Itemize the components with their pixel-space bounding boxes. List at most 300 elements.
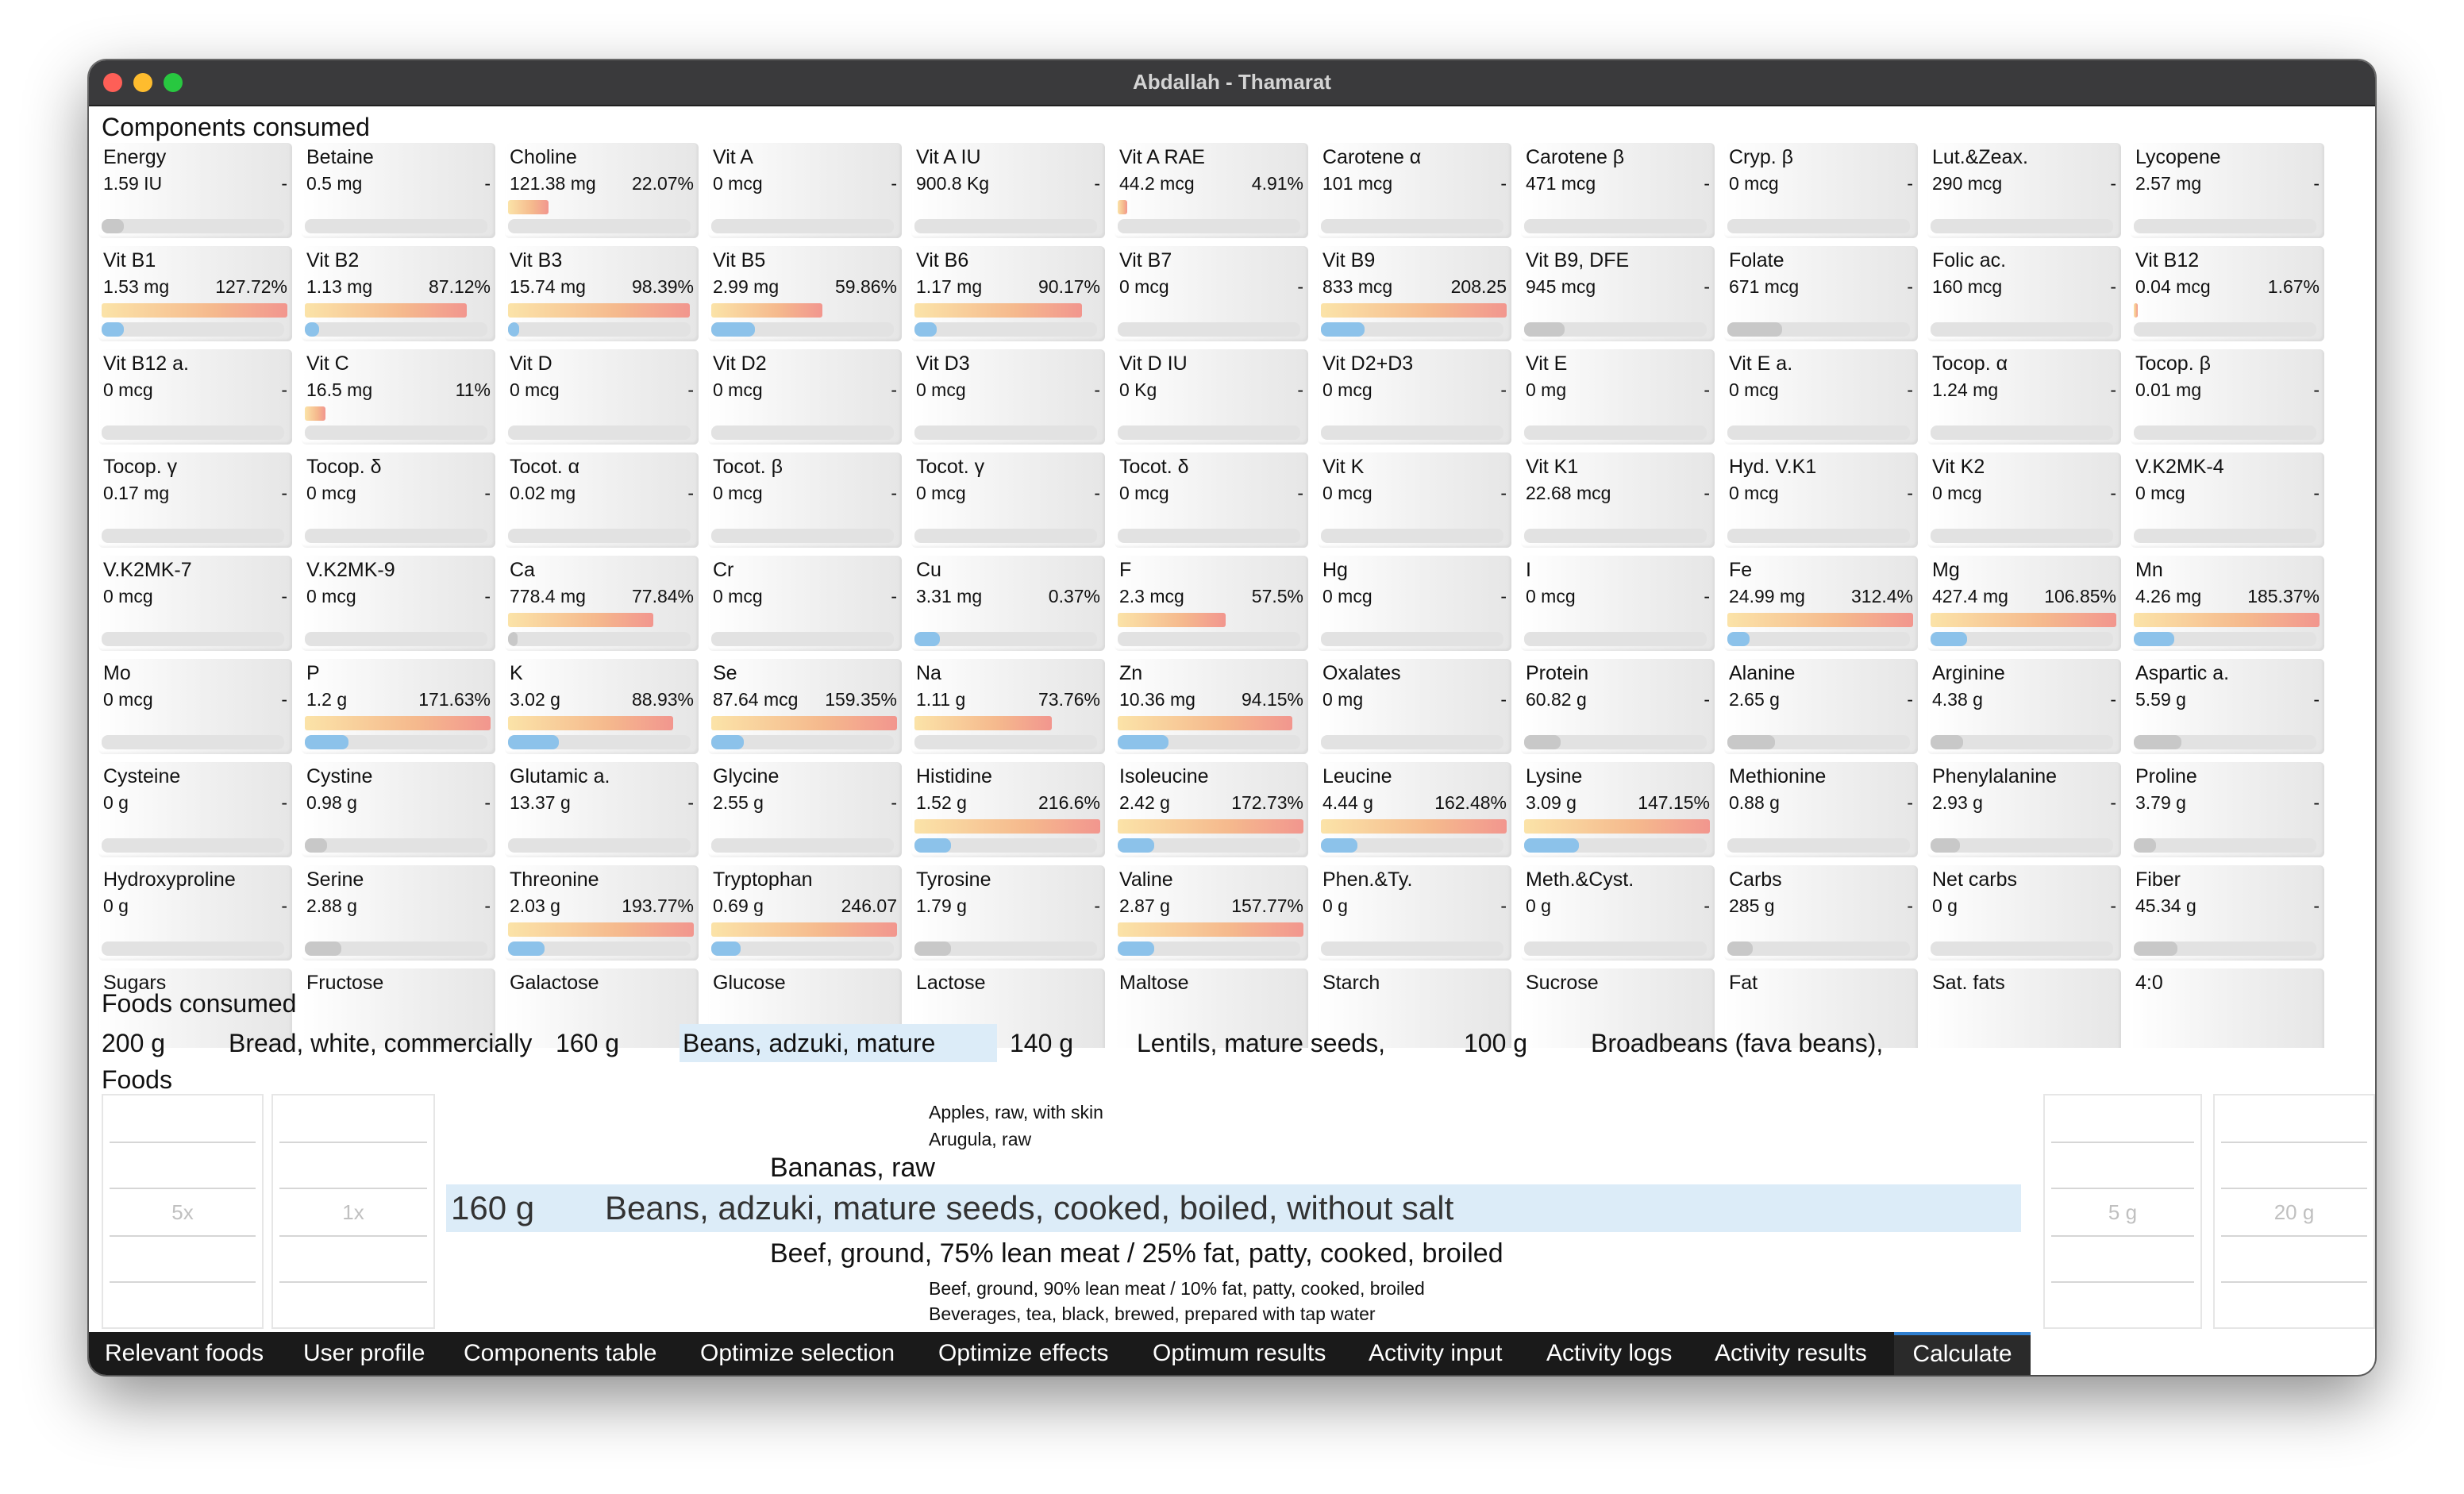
wheel-divider <box>110 1281 256 1283</box>
component-card[interactable] <box>98 762 292 857</box>
component-value: 0.88 g <box>1729 792 1780 813</box>
consumed-food-name: Broadbeans (fava beans), <box>1591 1029 1884 1057</box>
component-card[interactable] <box>1318 349 1511 445</box>
component-name: Lycopene <box>2135 146 2221 168</box>
component-card[interactable] <box>1115 143 1308 238</box>
component-percent: - <box>281 586 287 606</box>
relative-amount-track <box>102 529 284 543</box>
component-percent: - <box>891 792 897 813</box>
component-name: Vit D <box>510 352 552 375</box>
component-name: P <box>306 662 320 684</box>
component-value: 0 mcg <box>916 379 966 400</box>
component-percent: 4.91% <box>1251 173 1303 194</box>
tab-activity-input[interactable]: Activity input <box>1369 1340 1503 1366</box>
component-card[interactable] <box>1115 452 1308 548</box>
tab-activity-results[interactable]: Activity results <box>1715 1340 1867 1366</box>
relative-amount-bar <box>102 322 124 337</box>
component-value: 2.03 g <box>510 895 560 916</box>
relative-amount-track <box>711 219 894 233</box>
component-card[interactable] <box>1521 865 1715 961</box>
component-percent: - <box>1297 276 1303 297</box>
component-percent: - <box>1297 379 1303 400</box>
component-value: 0 mcg <box>2135 483 2185 503</box>
component-card[interactable] <box>505 349 699 445</box>
component-value: 0 mcg <box>103 586 153 606</box>
component-name: Starch <box>1322 972 1380 994</box>
relative-amount-track <box>102 838 284 853</box>
tab-optimum-results[interactable]: Optimum results <box>1153 1340 1326 1366</box>
relative-amount-track <box>305 219 487 233</box>
component-name: Vit K1 <box>1526 456 1579 478</box>
component-card[interactable] <box>1521 349 1715 445</box>
component-name: Phen.&Ty. <box>1322 868 1413 891</box>
consumed-food-name: Beans, adzuki, mature <box>680 1024 997 1062</box>
component-percent: 73.76% <box>1038 689 1100 710</box>
daily-value-bar <box>711 716 897 730</box>
relative-amount-track <box>305 425 487 440</box>
component-card[interactable] <box>505 556 699 651</box>
daily-value-bar <box>508 922 694 937</box>
component-name: Vit D2+D3 <box>1322 352 1414 375</box>
foods-heading: Foods <box>102 1065 172 1094</box>
food-option[interactable]: Bananas, raw <box>770 1153 935 1183</box>
component-card[interactable] <box>1115 246 1308 341</box>
component-value: 671 mcg <box>1729 276 1800 297</box>
component-card[interactable] <box>1724 762 1918 857</box>
component-card[interactable] <box>1927 349 2121 445</box>
component-card[interactable] <box>911 452 1105 548</box>
component-value: 0 mcg <box>1526 586 1576 606</box>
relative-amount-track <box>1931 219 2113 233</box>
component-value: 0 mcg <box>1322 379 1373 400</box>
component-card[interactable] <box>1724 659 1918 754</box>
component-name: V.K2MK-9 <box>306 559 395 581</box>
component-card[interactable] <box>302 349 495 445</box>
component-name: Mn <box>2135 559 2163 581</box>
component-card[interactable] <box>1521 246 1715 341</box>
relative-amount-bar <box>102 219 124 233</box>
component-value: 0 mcg <box>510 379 560 400</box>
component-card[interactable] <box>708 349 902 445</box>
component-card[interactable] <box>302 246 495 341</box>
daily-value-bar <box>914 819 1100 834</box>
step-wheel-right[interactable] <box>2213 1094 2375 1329</box>
component-value: 87.64 mcg <box>713 689 799 710</box>
component-value: 0 mg <box>1322 689 1364 710</box>
component-percent: - <box>891 483 897 503</box>
component-percent: - <box>2110 689 2116 710</box>
relative-amount-track <box>102 219 284 233</box>
component-card[interactable] <box>1724 452 1918 548</box>
relative-amount-track <box>305 838 487 853</box>
component-card[interactable] <box>505 659 699 754</box>
component-value: 2.88 g <box>306 895 357 916</box>
component-card[interactable] <box>505 246 699 341</box>
component-percent: - <box>2110 276 2116 297</box>
component-card[interactable] <box>2131 246 2324 341</box>
component-name: Vit B1 <box>103 249 156 271</box>
relative-amount-bar <box>305 322 319 337</box>
relative-amount-track <box>711 735 894 749</box>
food-option[interactable]: Beef, ground, 90% lean meat / 10% fat, patty, cooked, broiled <box>929 1278 1425 1299</box>
relative-amount-bar <box>305 941 341 956</box>
component-name: Leucine <box>1322 765 1392 787</box>
consumed-food-name: Lentils, mature seeds, <box>1137 1029 1386 1057</box>
component-percent: - <box>484 173 491 194</box>
component-name: Na <box>916 662 941 684</box>
relative-amount-track <box>1524 425 1707 440</box>
component-value: 4.38 g <box>1932 689 1983 710</box>
relative-amount-track <box>102 425 284 440</box>
component-name: Vit C <box>306 352 349 375</box>
relative-amount-bar <box>2134 838 2156 853</box>
relative-amount-track <box>508 529 691 543</box>
relative-amount-bar <box>508 322 519 337</box>
relative-amount-bar <box>1727 322 1782 337</box>
component-card[interactable] <box>302 659 495 754</box>
daily-value-bar <box>711 303 822 318</box>
component-card[interactable] <box>1927 659 2121 754</box>
component-card[interactable] <box>98 452 292 548</box>
component-card[interactable] <box>1724 349 1918 445</box>
relative-amount-track <box>1931 322 2113 337</box>
component-card[interactable] <box>708 865 902 961</box>
food-option[interactable]: Apples, raw, with skin <box>929 1102 1103 1122</box>
component-card[interactable] <box>1927 452 2121 548</box>
component-card[interactable] <box>1927 762 2121 857</box>
component-percent: - <box>891 586 897 606</box>
component-value: 0 mcg <box>1729 173 1779 194</box>
component-card[interactable] <box>911 349 1105 445</box>
component-card[interactable] <box>911 865 1105 961</box>
component-percent: - <box>281 792 287 813</box>
food-option[interactable]: Arugula, raw <box>929 1129 1032 1149</box>
component-card[interactable] <box>1115 556 1308 651</box>
component-percent: - <box>1907 689 1913 710</box>
daily-value-bar <box>508 200 549 214</box>
component-card[interactable] <box>1927 143 2121 238</box>
component-percent: - <box>2313 689 2320 710</box>
component-percent: - <box>281 173 287 194</box>
relative-amount-track <box>305 632 487 646</box>
component-card[interactable] <box>2131 143 2324 238</box>
component-card[interactable] <box>1318 246 1511 341</box>
component-value: 22.68 mcg <box>1526 483 1611 503</box>
component-card[interactable] <box>98 865 292 961</box>
window-title: Abdallah - Thamarat <box>1133 70 1331 94</box>
relative-amount-track <box>102 941 284 956</box>
component-value: 4.26 mg <box>2135 586 2202 606</box>
foods-consumed-heading: Foods consumed <box>102 989 297 1018</box>
component-percent: - <box>2313 895 2320 916</box>
component-name: Lut.&Zeax. <box>1932 146 2028 168</box>
component-card[interactable] <box>1521 762 1715 857</box>
component-value: 0 g <box>103 792 129 813</box>
component-card[interactable] <box>2131 762 2324 857</box>
component-percent: 59.86% <box>834 276 897 297</box>
relative-amount-track <box>1727 735 1910 749</box>
component-name: Vit A RAE <box>1119 146 1205 168</box>
tab-user-profile[interactable]: User profile <box>303 1340 425 1366</box>
relative-amount-track <box>1321 529 1503 543</box>
relative-amount-bar <box>1524 735 1561 749</box>
component-card[interactable] <box>302 865 495 961</box>
component-value: 0 mcg <box>1729 379 1779 400</box>
component-card[interactable] <box>1318 865 1511 961</box>
relative-amount-bar <box>1727 941 1753 956</box>
component-card[interactable] <box>911 143 1105 238</box>
component-card[interactable] <box>1521 143 1715 238</box>
daily-value-bar <box>1321 819 1507 834</box>
tab-relevant-foods[interactable]: Relevant foods <box>105 1340 264 1366</box>
wheel-divider <box>2051 1188 2194 1189</box>
component-card[interactable] <box>1318 452 1511 548</box>
component-name: Energy <box>103 146 167 168</box>
components-grid <box>98 143 2324 1048</box>
component-card[interactable] <box>1521 659 1715 754</box>
component-card[interactable] <box>2131 556 2324 651</box>
component-card[interactable] <box>98 143 292 238</box>
component-card[interactable] <box>1724 143 1918 238</box>
component-card[interactable] <box>1724 246 1918 341</box>
daily-value-bar <box>1727 613 1913 627</box>
food-list-wheel[interactable] <box>446 1094 2021 1329</box>
component-percent: - <box>2110 379 2116 400</box>
component-name: Tocot. α <box>510 456 580 478</box>
component-percent: 208.25 <box>1450 276 1507 297</box>
relative-amount-track <box>1118 322 1300 337</box>
daily-value-bar <box>305 406 325 421</box>
component-card[interactable] <box>2131 452 2324 548</box>
component-card[interactable] <box>98 246 292 341</box>
component-value: 2.99 mg <box>713 276 780 297</box>
component-value: 2.3 mcg <box>1119 586 1184 606</box>
relative-amount-track <box>1321 219 1503 233</box>
component-value: 0 mcg <box>713 173 763 194</box>
selected-food-row[interactable] <box>446 1184 2021 1232</box>
relative-amount-bar <box>711 322 755 337</box>
app-window <box>89 60 2375 1375</box>
component-name: Sat. fats <box>1932 972 2005 994</box>
component-percent: 106.85% <box>2044 586 2116 606</box>
multiplier-wheel-left[interactable] <box>102 1094 264 1329</box>
relative-amount-track <box>2134 735 2316 749</box>
component-value: 0.01 mg <box>2135 379 2202 400</box>
component-card[interactable] <box>1318 556 1511 651</box>
component-value: 833 mcg <box>1322 276 1393 297</box>
component-card[interactable] <box>708 659 902 754</box>
daily-value-bar <box>1118 716 1292 730</box>
component-card[interactable] <box>911 762 1105 857</box>
relative-amount-track <box>1321 735 1503 749</box>
component-card[interactable] <box>1927 246 2121 341</box>
relative-amount-bar <box>1727 735 1775 749</box>
consumed-food-amount: 160 g <box>556 1029 620 1057</box>
component-card[interactable] <box>505 143 699 238</box>
component-name: Tocop. β <box>2135 352 2211 375</box>
relative-amount-track <box>711 838 894 853</box>
component-card[interactable] <box>911 246 1105 341</box>
component-card[interactable] <box>505 452 699 548</box>
daily-value-bar <box>1524 819 1710 834</box>
component-card[interactable] <box>1318 762 1511 857</box>
component-card[interactable] <box>1927 556 2121 651</box>
component-card[interactable] <box>1724 556 1918 651</box>
component-card[interactable] <box>708 762 902 857</box>
component-card[interactable] <box>1724 865 1918 961</box>
component-value: 0 mcg <box>103 689 153 710</box>
component-percent: 246.07 <box>841 895 897 916</box>
component-value: 5.59 g <box>2135 689 2186 710</box>
relative-amount-track <box>1524 632 1707 646</box>
component-name: V.K2MK-7 <box>103 559 192 581</box>
relative-amount-track <box>1118 425 1300 440</box>
component-value: 0 mcg <box>713 379 763 400</box>
component-card[interactable] <box>302 143 495 238</box>
tab-calculate[interactable]: Calculate <box>1894 1332 2031 1375</box>
component-name: Vit A <box>713 146 753 168</box>
component-value: 3.09 g <box>1526 792 1577 813</box>
component-name: Glucose <box>713 972 786 994</box>
component-card[interactable] <box>708 452 902 548</box>
component-card[interactable] <box>505 865 699 961</box>
component-card[interactable] <box>302 452 495 548</box>
component-card[interactable] <box>1318 659 1511 754</box>
component-percent: - <box>1907 792 1913 813</box>
component-card[interactable] <box>1115 762 1308 857</box>
component-percent: - <box>1500 173 1507 194</box>
component-value: 778.4 mg <box>510 586 586 606</box>
component-card[interactable] <box>708 556 902 651</box>
components-grid-scroll[interactable] <box>89 143 2375 1048</box>
wheel-divider <box>110 1188 256 1189</box>
relative-amount-track <box>1321 941 1503 956</box>
component-name: Lysine <box>1526 765 1583 787</box>
component-value: 1.13 mg <box>306 276 373 297</box>
component-card[interactable] <box>98 556 292 651</box>
component-card[interactable] <box>1318 143 1511 238</box>
component-card[interactable] <box>2131 349 2324 445</box>
relative-amount-track <box>2134 838 2316 853</box>
relative-amount-track <box>711 529 894 543</box>
tab-components-table[interactable]: Components table <box>464 1340 657 1366</box>
component-name: Valine <box>1119 868 1173 891</box>
component-card[interactable] <box>1521 452 1715 548</box>
step-value: 5 g <box>2108 1200 2138 1224</box>
wheel-divider <box>110 1235 256 1237</box>
component-name: Tocot. γ <box>916 456 985 478</box>
relative-amount-track <box>1727 322 1910 337</box>
component-percent: - <box>1704 689 1710 710</box>
component-card[interactable] <box>98 349 292 445</box>
step-wheel-left[interactable] <box>2043 1094 2202 1329</box>
component-percent: - <box>687 792 694 813</box>
component-percent: - <box>2313 792 2320 813</box>
components-consumed-heading: Components consumed <box>102 113 370 141</box>
component-percent: 171.63% <box>418 689 491 710</box>
component-value: 0 mcg <box>916 483 966 503</box>
component-card[interactable] <box>505 762 699 857</box>
multiplier-wheel-right[interactable] <box>271 1094 435 1329</box>
relative-amount-bar <box>914 632 940 646</box>
food-option[interactable]: Beef, ground, 75% lean meat / 25% fat, patty, cooked, broiled <box>770 1238 1503 1269</box>
multiplier-value: 5x <box>171 1200 194 1224</box>
relative-amount-bar <box>2134 632 2174 646</box>
tab-optimize-selection[interactable]: Optimize selection <box>700 1340 895 1366</box>
component-name: Vit E <box>1526 352 1568 375</box>
daily-value-bar <box>1118 200 1127 214</box>
component-name: Tocop. α <box>1932 352 2008 375</box>
component-name: Serine <box>306 868 364 891</box>
component-card[interactable] <box>1521 556 1715 651</box>
component-name: Aspartic a. <box>2135 662 2230 684</box>
component-card[interactable] <box>302 556 495 651</box>
relative-amount-bar <box>305 838 327 853</box>
component-name: Alanine <box>1729 662 1796 684</box>
component-percent: 94.15% <box>1241 689 1303 710</box>
component-percent: - <box>891 173 897 194</box>
relative-amount-track <box>1931 632 2113 646</box>
component-value: 0 mcg <box>1322 586 1373 606</box>
tab-optimize-effects[interactable]: Optimize effects <box>938 1340 1109 1366</box>
relative-amount-track <box>711 425 894 440</box>
component-card[interactable] <box>1115 659 1308 754</box>
component-value: 471 mcg <box>1526 173 1596 194</box>
component-percent: 193.77% <box>622 895 694 916</box>
component-value: 3.79 g <box>2135 792 2186 813</box>
component-card[interactable] <box>2131 865 2324 961</box>
component-card[interactable] <box>911 556 1105 651</box>
daily-value-bar <box>2134 613 2320 627</box>
component-percent: - <box>1500 586 1507 606</box>
component-card[interactable] <box>1927 865 2121 961</box>
component-percent: - <box>1297 483 1303 503</box>
component-card[interactable] <box>98 659 292 754</box>
component-percent: - <box>484 586 491 606</box>
component-value: 0 g <box>1932 895 1958 916</box>
component-card[interactable] <box>1115 865 1308 961</box>
relative-amount-track <box>1727 529 1910 543</box>
wheel-divider <box>279 1188 427 1189</box>
component-card[interactable] <box>708 246 902 341</box>
component-name: Meth.&Cyst. <box>1526 868 1634 891</box>
relative-amount-track <box>2134 322 2316 337</box>
component-percent: - <box>1500 689 1507 710</box>
relative-amount-bar <box>508 632 518 646</box>
component-value: 900.8 Kg <box>916 173 990 194</box>
component-value: 0 mcg <box>1119 483 1169 503</box>
daily-value-bar <box>914 716 1052 730</box>
component-name: Vit A IU <box>916 146 981 168</box>
tab-activity-logs[interactable]: Activity logs <box>1546 1340 1673 1366</box>
title-bar <box>89 60 2375 106</box>
component-percent: - <box>1094 483 1100 503</box>
component-percent: - <box>281 483 287 503</box>
foods-consumed-list[interactable] <box>102 1024 2372 1062</box>
component-card[interactable] <box>302 762 495 857</box>
component-value: 0 mcg <box>1119 276 1169 297</box>
relative-amount-track <box>102 322 284 337</box>
component-percent: 87.12% <box>428 276 491 297</box>
component-card[interactable] <box>1115 349 1308 445</box>
component-card[interactable] <box>911 659 1105 754</box>
component-card[interactable] <box>2131 659 2324 754</box>
component-value: 1.11 g <box>916 689 966 710</box>
component-percent: - <box>1907 483 1913 503</box>
component-card[interactable] <box>708 143 902 238</box>
food-option[interactable]: Beverages, tea, black, brewed, prepared with tap water <box>929 1303 1376 1324</box>
relative-amount-bar <box>914 322 937 337</box>
